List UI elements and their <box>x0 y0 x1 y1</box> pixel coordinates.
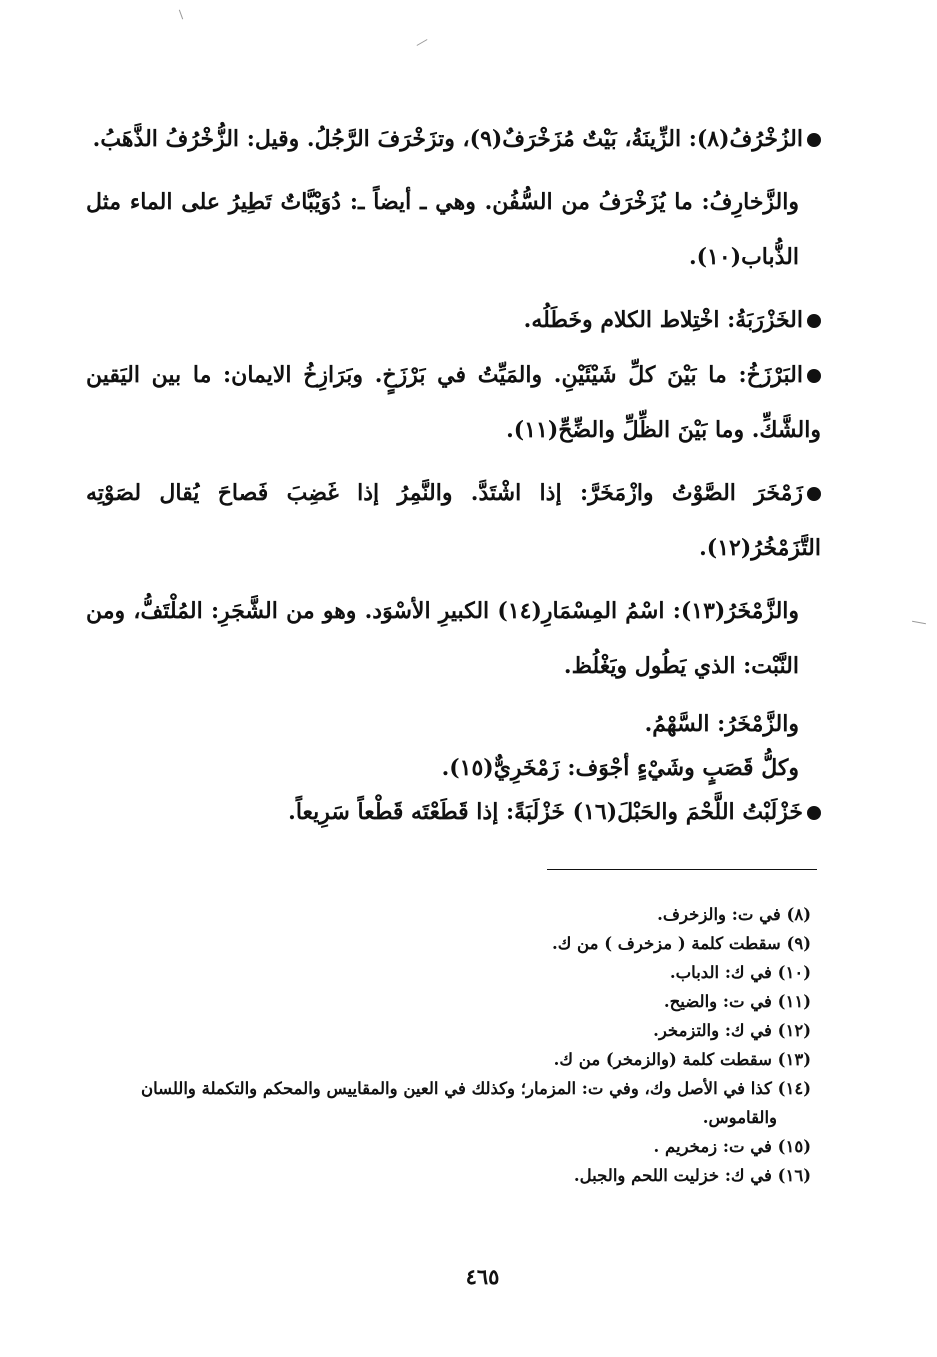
footnote-divider <box>547 869 817 870</box>
footnote-12: (١٢) في ك: والتزمخر. <box>653 1021 811 1040</box>
entry-zamkhar-sahm: والزَّمْخَرُ: السَّهْمُ. <box>644 711 799 737</box>
footnote-8: (٨) في ت: والزخرف. <box>657 905 811 924</box>
bullet-icon <box>807 487 821 501</box>
footnote-11: (١١) في ت: والضيح. <box>663 992 811 1011</box>
scan-speck <box>179 10 183 20</box>
main-text-body <box>86 112 821 834</box>
bullet-icon <box>807 369 821 383</box>
footnote-13: (١٣) سقطت كلمة (والزمخر) من ك. <box>553 1050 811 1069</box>
bullet-icon <box>807 806 821 820</box>
entry-zamkhar: والزَّمْخَرُ(١٣): اسْمُ المِسْمَارِ(١٤) الكبيرِ الأسْوَد. وهو من الشَّجَرِ: المُلْتَفُّ، ومن النَّبْت: الذي يَطُول ويَغْلُظ. <box>86 598 800 679</box>
entry-barzakh: البَرْزَخُ: ما بَيْنَ كلِّ شَيْئَيْنِ. والمَيِّتُ في بَرْزَخٍ. وبَرَازِخُ الايمان: ما بين اليَقين والشَّكِّ. وما بَيْنَ الظِّلِّ والضِّحِّ(١١). <box>86 362 821 443</box>
entry-khazraba: الخَزْرَبَةُ: اخْتِلاط الكلام وخَطَلُه. <box>86 293 821 348</box>
page-number: ٤٦٥ <box>465 1264 500 1289</box>
bullet-icon <box>807 133 821 147</box>
scan-speck <box>912 621 926 624</box>
footnote-14-continued: والقاموس. <box>702 1108 777 1127</box>
bullet-icon <box>807 314 821 328</box>
footnote-16: (١٦) في ك: خزليت اللحم والجبل. <box>573 1166 811 1185</box>
entry-zakharif: والزَّخارِفُ: ما يُزَخْرَفُ من السُّفُن. وهي ـ أيضاً ـ: دُوَيْبَّاتٌ تَطِيرُ على الماء مثل الذُّباب(١٠). <box>86 189 799 270</box>
footnote-14: (١٤) كذا في الأصل وك، وفي ت: المزمار؛ وكذلك في العين والمقاييس والمحكم والتكملة واللسان <box>140 1079 811 1098</box>
footnote-10: (١٠) في ك: الدباب. <box>669 963 811 982</box>
footnote-9: (٩) سقطت كلمة ( مزخرف ) من ك. <box>551 934 811 953</box>
entry-zamkhari: وكلُّ قَصَبٍ وشَيْءٍ أجْوَف: زَمْخَرِيٌّ(١٥). <box>441 755 799 781</box>
entry-khazlaba: خَزْلَبْتُ اللَّحْمَ والحَبْلَ(١٦) خَزْلَبَةً: إذا قَطَعْتَه قَطْعاً سَرِيعاً. <box>86 790 821 834</box>
entry-zamkhara: زَمْخَرَ الصَّوْتُ وازْمَخَرَّ: إذا اشْتَدَّ. والنَّمِرُ إذا غَضِبَ فَصاحَ يُقال لصَوْتِه التَّزَمْخُرُ(١٢). <box>86 480 821 561</box>
footnotes <box>73 900 811 1190</box>
entry-zukhruf: الزُخْرُفُ(٨): الزِّينَةُ، بَيْتٌ مُزَخْرَفٌ(٩)، وتزَخْرَفَ الرَّجُلُ. وقيل: الزُّخْرُفُ الذَّهَبُ. <box>86 112 821 167</box>
footnote-15: (١٥) في ت: زمخريم . <box>653 1137 811 1156</box>
scan-speck <box>417 39 428 46</box>
